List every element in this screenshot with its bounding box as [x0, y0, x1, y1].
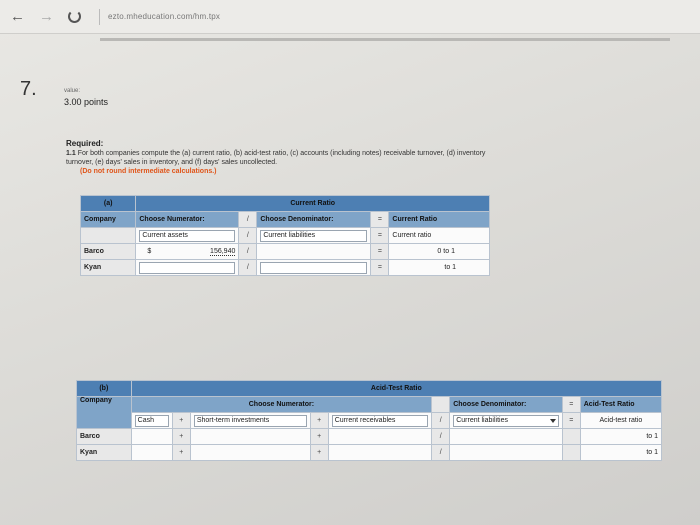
- div-operator: /: [432, 429, 450, 445]
- barco-investments-input[interactable]: [190, 429, 310, 445]
- div-operator: /: [239, 228, 257, 244]
- col-current-ratio: Current Ratio: [389, 212, 490, 228]
- div-operator: /: [239, 212, 257, 228]
- forward-arrow-icon[interactable]: →: [39, 8, 54, 25]
- eq-operator: =: [562, 397, 580, 413]
- company-barco: Barco: [77, 429, 132, 445]
- col-company: Company: [77, 397, 132, 429]
- kyan-numerator-field[interactable]: [139, 262, 235, 274]
- part-b-label: (b): [77, 381, 132, 397]
- barco-numerator-input[interactable]: 156,940: [210, 247, 236, 255]
- barco-result-cell: [389, 244, 490, 260]
- plus-operator: +: [310, 429, 328, 445]
- eq-operator: =: [371, 212, 389, 228]
- short-term-investments-select[interactable]: Short-term investments: [194, 415, 307, 427]
- col-denominator: Choose Denominator:: [257, 212, 371, 228]
- company-kyan: Kyan: [81, 260, 136, 276]
- instructions: [66, 149, 496, 167]
- numerator-select-cell: [136, 228, 239, 244]
- address-bar[interactable]: ezto.mheducation.com/hm.tpx: [108, 12, 221, 21]
- toolbar-separator: [99, 9, 100, 25]
- plus-operator: +: [310, 413, 328, 429]
- kyan-acid-test-result[interactable]: to 1: [580, 445, 661, 461]
- current-receivables-select[interactable]: Current receivables: [332, 415, 429, 427]
- result-label-cell: Current ratio: [389, 228, 490, 244]
- chevron-down-icon[interactable]: [550, 419, 556, 423]
- current-ratio-title: Current Ratio: [136, 196, 490, 212]
- cash-select[interactable]: Cash: [135, 415, 169, 427]
- kyan-denominator-field[interactable]: [260, 262, 367, 274]
- col-numerator: Choose Numerator:: [131, 397, 432, 413]
- denominator-select-value: Current liabilities: [456, 416, 508, 424]
- numerator-select[interactable]: Current assets: [139, 230, 235, 242]
- plus-operator: +: [172, 429, 190, 445]
- acid-test-ratio-table: [76, 380, 662, 461]
- plus-operator: +: [172, 445, 190, 461]
- div-operator: [432, 397, 450, 413]
- barco-cash-input[interactable]: [131, 429, 172, 445]
- part-a-label: (a): [81, 196, 136, 212]
- denominator-select-cell: [257, 228, 371, 244]
- question-number: 7.: [20, 78, 37, 100]
- browser-toolbar: [0, 0, 700, 34]
- points-value: 3.00 points: [64, 97, 109, 107]
- div-operator: /: [432, 445, 450, 461]
- back-arrow-icon[interactable]: ←: [10, 8, 25, 25]
- eq-operator: [562, 445, 580, 461]
- company-kyan: Kyan: [77, 445, 132, 461]
- value-label: value:: [64, 88, 81, 94]
- col-numerator: Choose Numerator:: [136, 212, 239, 228]
- denominator-select[interactable]: Current liabilities: [260, 230, 367, 242]
- currency-symbol: $: [147, 247, 152, 255]
- to-1-suffix: to 1: [443, 248, 455, 255]
- kyan-numerator-input[interactable]: [136, 260, 239, 276]
- eq-operator: =: [371, 244, 389, 260]
- kyan-denominator-input[interactable]: [257, 260, 371, 276]
- to-1-suffix: to 1: [444, 264, 457, 271]
- eq-operator: =: [371, 260, 389, 276]
- result-label-cell: Acid-test ratio: [580, 413, 661, 429]
- refresh-icon[interactable]: [68, 10, 81, 23]
- instruction-number: 1.1: [66, 150, 76, 157]
- instruction-text: For both companies compute the (a) current ratio, (b) acid-test ratio, (c) accounts (including notes) receivable turnover, (d) inventory turnover, (e) days' sales in inventory, and (f) days' sales uncollected.: [66, 150, 486, 166]
- barco-receivables-input[interactable]: [328, 429, 432, 445]
- current-ratio-table: [80, 195, 490, 276]
- kyan-investments-input[interactable]: [190, 445, 310, 461]
- kyan-receivables-input[interactable]: [328, 445, 432, 461]
- empty-cell: [81, 228, 136, 244]
- eq-operator: =: [371, 228, 389, 244]
- numerator1-select-cell: [131, 413, 172, 429]
- col-acid-test-ratio: Acid-Test Ratio: [580, 397, 661, 413]
- barco-result-value[interactable]: 0: [437, 248, 442, 255]
- col-company: Company: [81, 212, 136, 228]
- company-barco: Barco: [81, 244, 136, 260]
- barco-acid-test-result[interactable]: to 1: [580, 429, 661, 445]
- div-operator: /: [432, 413, 450, 429]
- numerator3-select-cell: [328, 413, 432, 429]
- barco-liabilities-input[interactable]: [450, 429, 563, 445]
- page-progress-bar: [100, 38, 670, 41]
- eq-operator: =: [562, 413, 580, 429]
- acid-test-title: Acid-Test Ratio: [131, 381, 661, 397]
- div-operator: /: [239, 244, 257, 260]
- required-heading: Required:: [66, 139, 104, 148]
- eq-operator: [562, 429, 580, 445]
- numerator2-select-cell: [190, 413, 310, 429]
- kyan-liabilities-input[interactable]: [450, 445, 563, 461]
- kyan-cash-input[interactable]: [131, 445, 172, 461]
- kyan-result-cell: [389, 260, 490, 276]
- denominator-select[interactable]: [453, 415, 559, 427]
- div-operator: /: [239, 260, 257, 276]
- barco-numerator-cell[interactable]: [136, 244, 239, 260]
- barco-denominator-input[interactable]: [257, 244, 371, 260]
- denominator-select-cell: [450, 413, 563, 429]
- plus-operator: +: [310, 445, 328, 461]
- rounding-note: (Do not round intermediate calculations.): [80, 168, 217, 175]
- col-denominator: Choose Denominator:: [450, 397, 563, 413]
- plus-operator: +: [172, 413, 190, 429]
